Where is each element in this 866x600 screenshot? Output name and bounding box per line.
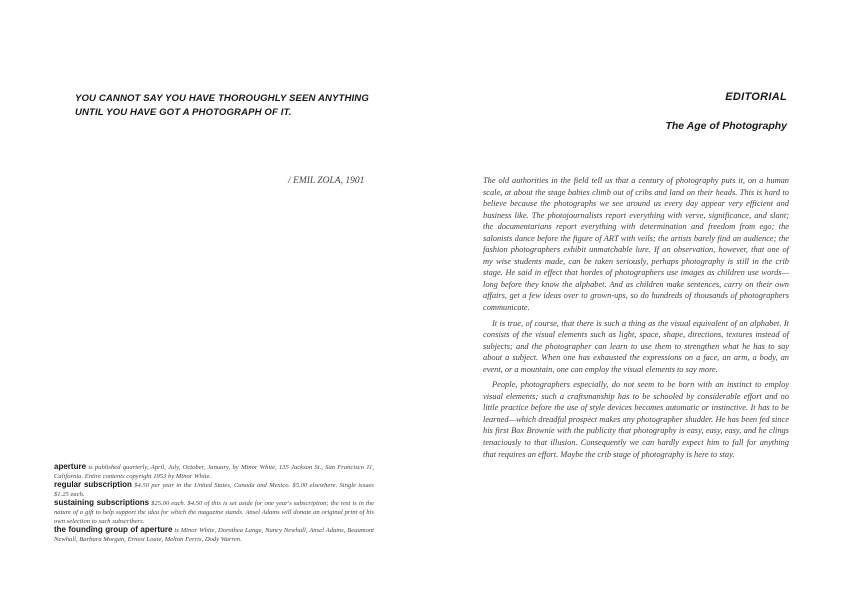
quote-attribution: / EMIL ZOLA, 1901 — [288, 176, 365, 186]
article-paragraph: People, photographers especially, do not seem to be born with an instinct to employ visual elements; such a craftsmanship has to be schooled by considerable effort and no little practice before the use of style devices becomes automatic or instinctive. It has to be learned—which dreadful prospect makes any photographer shudder. He has been fed since his first Box Brownie with the publicity that photography is easy, easy, easy, and he clings tenaciously to that illusion. Consequently we can hardly expect him to fall for anything that requires an effort. Maybe the crib stage of photography is here to stay. — [483, 380, 789, 459]
colophon-text: is Minor White, Dorothea Lange, Nancy Newhall, Ansel Adams, Beaumont Newhall, Barbara Morgan, Ernest Louie, Melton Ferris, Dody Warren. — [54, 527, 374, 543]
section-heading: EDITORIAL — [725, 91, 787, 103]
colophon-paragraph — [54, 526, 374, 544]
colophon-paragraph — [54, 481, 374, 499]
colophon-paragraph — [54, 499, 374, 526]
right-page — [433, 0, 866, 600]
colophon-text: is published quarterly, April, July, October, January, by Minor White, 135 Jackson St., San Francisco 11, California. Entire contents copyright 1953 by Minor White. — [54, 464, 374, 480]
article-title: The Age of Photography — [665, 120, 787, 132]
quote-line: YOU CANNOT SAY YOU HAVE THOROUGHLY SEEN ANYTHING — [75, 93, 369, 104]
colophon-text: $4.50 per year in the United States, Canada and Mexico. $5.00 elsewhere. Single issues $1.25 each. — [54, 482, 374, 498]
colophon-keyword: regular subscription — [54, 480, 132, 490]
colophon-keyword: the founding group of aperture — [54, 525, 173, 535]
quote-line: UNTIL YOU HAVE GOT A PHOTOGRAPH OF IT. — [75, 106, 292, 118]
article-paragraph: It is true, of course, that there is such a thing as the visual equivalent of an alphabet. It consists of the visual elements such as light, space, shape, directions, textures instead of subjects; and the photographer can learn to use them to strengthen what he has to say about a subject. When one has exhausted the expressions on a face, an arm, a body, an event, or a mountain, one can employ the visual elements to say more. — [483, 318, 789, 374]
colophon-keyword: aperture — [54, 462, 87, 471]
colophon-keyword: sustaining subscriptions — [54, 498, 150, 508]
colophon-text: $25.00 each. $4.50 of this is set aside for one year's subscription; the rest is in the nature of a gift to help support the idea for which the magazine stands. Ansel Adams will donate an original print of his own selection to such subscribers. — [54, 500, 374, 525]
colophon-paragraph — [54, 463, 374, 481]
article-body — [483, 175, 789, 464]
epigraph-quote — [75, 92, 395, 119]
colophon — [54, 463, 374, 544]
article-paragraph: The old authorities in the field tell us that a century of photography puts it, on a human scale, at about the stage babies climb out of cribs and land on their heads. This is hard to believe because the photographs we see around us every day appear very efficient and business like. The photojournalists report everything with verve, significance, and slant; the documentarians report everything with determination and freedom from ego; the salonists dance before the figure of ART with veils; the artists barely find an audience; the fashion photographers exhibit unmatchable lure. If an observation, however, that one of my wise students made, can be taken seriously, perhaps photography is still in the crib stage. He said in effect that hordes of photographers use images as children use words—long before they know the alphabet. And as children make sentences, carry on their own affairs, get a few ideas over to grown-ups, so do hundreds of thousands of photographers communicate. — [483, 176, 789, 313]
